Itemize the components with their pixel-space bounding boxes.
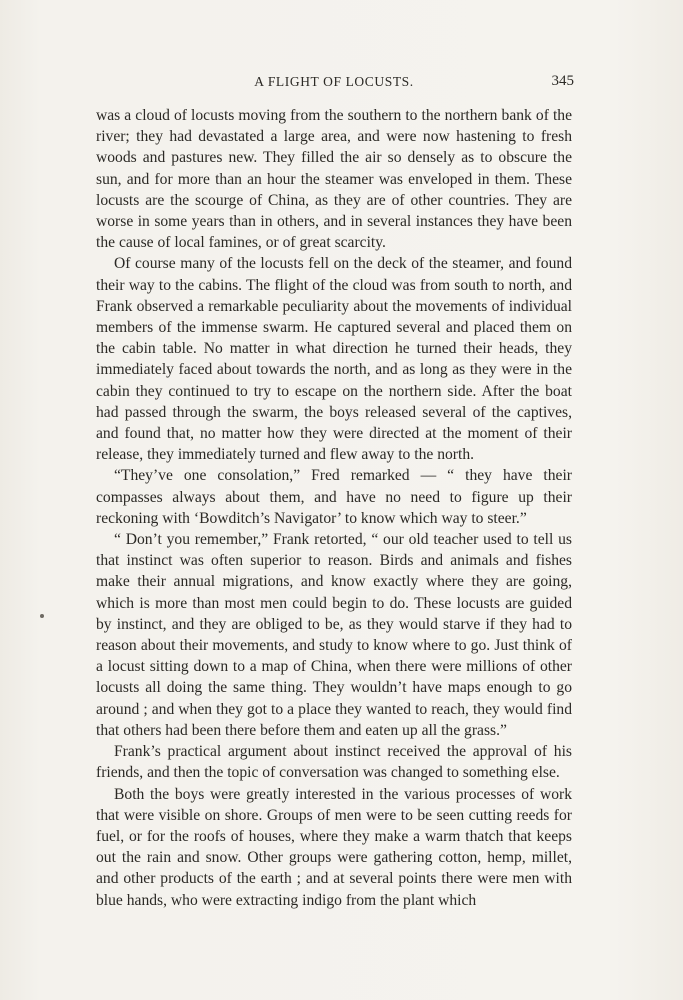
running-head — [96, 74, 572, 94]
page-number: 345 — [551, 73, 574, 89]
paragraph: “They’ve one consolation,” Fred remarked — “ they have their compasses always about them, and have no need to figure up their reckoning with ‘Bowditch’s Navigator’ to know which way to steer.” — [96, 467, 572, 527]
margin-speck — [40, 614, 44, 618]
paragraph: Both the boys were greatly interested in the various processes of work that were visible on shore. Groups of men were to be seen cutting reeds for fuel, or for the roofs of houses, where they make a warm thatch that keeps out the rain and snow. Other groups were gathering cotton, hemp, millet, and other products of the earth ; and at several points there were men with blue hands, who were extracting indigo from the plant which — [96, 785, 572, 909]
paragraph: “ Don’t you remember,” Frank retorted, “ our old teacher used to tell us that instinct was often superior to reason. Birds and animals and fishes make their annual migrations, and know exactly where they are going, which is more than most men could begin to do. These locusts are guided by instinct, and they are obliged to be, as they would starve if they had to reason about their movements, and study to know where to go. Just think of a locust sitting down to a map of China, when there were millions of other locusts all doing the same thing. They wouldn’t have maps enough to go around ; and when they got to a place they wanted to reach, they would find that others had been there before them and eaten up all the grass.” — [96, 531, 572, 739]
running-head-title: A FLIGHT OF LOCUSTS. — [254, 74, 414, 89]
paragraph: Of course many of the locusts fell on the deck of the steamer, and found their way to the cabins. The flight of the cloud was from south to north, and Frank observed a remarkable peculiarity about the movements of individual members of the immense swarm. He captured several and placed them on the cabin table. No matter in what direction he turned their heads, they immediately faced about towards the north, and as long as they were in the cabin they continued to try to escape on the northern side. After the boat had passed through the swarm, the boys released several of the captives, and found that, no matter how they were directed at the moment of their release, they immediately turned and flew away to the north. — [96, 255, 572, 464]
paragraph: Frank’s practical argument about instinct received the approval of his friends, and then the topic of conversation was changed to something else. — [96, 743, 572, 782]
body-text — [96, 105, 572, 911]
paragraph: was a cloud of locusts moving from the southern to the northern bank of the river; they had devastated a large area, and were now hastening to fresh woods and pastures new. They filled the air so densely as to obscure the sun, and for more than an hour the steamer was enveloped in them. These locusts are the scourge of China, as they are of other countries. They are worse in some years than in others, and in several instances they have been the cause of local famines, or of great scarcity. — [96, 107, 572, 252]
